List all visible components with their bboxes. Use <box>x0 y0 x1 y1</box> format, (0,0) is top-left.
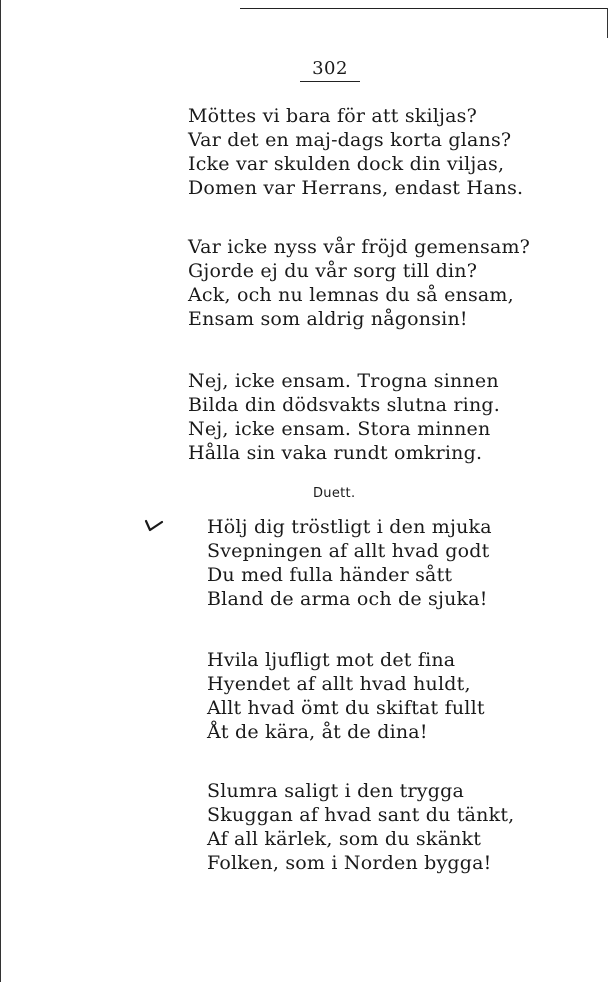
duet-heading: Duett. <box>313 486 356 501</box>
verse-line: Domen var Herrans, endast Hans. <box>188 177 524 199</box>
verse-line: Slumra saligt i den trygga <box>207 780 464 802</box>
verse-line: Ack, och nu lemnas du så ensam, <box>188 284 514 306</box>
stanza-2 <box>188 235 530 331</box>
verse-line: Skuggan af hvad sant du tänkt, <box>207 804 515 826</box>
stanza-3 <box>188 369 500 465</box>
verse-line: Folken, som i Norden bygga! <box>207 852 492 874</box>
stanza-1 <box>188 104 523 200</box>
verse-line: Nej, icke ensam. Trogna sinnen <box>188 370 499 392</box>
verse-line: Ensam som aldrig någonsin! <box>188 308 468 330</box>
verse-line: Hyendet af allt hvad huldt, <box>207 673 471 695</box>
verse-line: Allt hvad ömt du skiftat fullt <box>207 697 485 719</box>
verse-line: Var icke nyss vår fröjd gemensam? <box>188 236 531 258</box>
verse-line: Var det en maj-dags korta glans? <box>188 129 512 151</box>
verse-line: Hölj dig tröstligt i den mjuka <box>207 516 492 538</box>
verse-line: Bland de arma och de sjuka! <box>207 588 488 610</box>
verse-line: Åt de kära, åt de dina! <box>207 721 428 743</box>
verse-line: Bilda din dödsvakts slutna ring. <box>188 394 500 416</box>
checkmark-pencil-icon-svg <box>144 517 164 535</box>
duet-stanza-2 <box>207 648 485 744</box>
verse-line: Du med fulla händer sått <box>207 564 453 586</box>
verse-line: Nej, icke ensam. Stora minnen <box>188 418 491 440</box>
duet-stanza-1 <box>207 515 492 611</box>
page-number: 302 <box>300 58 360 82</box>
verse-line: Gjorde ej du vår sorg till din? <box>188 260 478 282</box>
duet-stanza-3 <box>207 779 514 875</box>
verse-line: Hålla sin vaka rundt omkring. <box>188 442 483 464</box>
verse-line: Möttes vi bara för att skiljas? <box>188 105 477 127</box>
verse-line: Svepningen af allt hvad godt <box>207 540 490 562</box>
verse-line: Hvila ljufligt mot det fina <box>207 649 456 671</box>
page-left-edge-rule <box>0 0 1 982</box>
checkmark-pencil-icon <box>144 517 164 539</box>
verse-line: Af all kärlek, som du skänkt <box>207 828 482 850</box>
page-top-edge-rule <box>240 8 608 9</box>
verse-line: Icke var skulden dock din viljas, <box>188 153 505 175</box>
